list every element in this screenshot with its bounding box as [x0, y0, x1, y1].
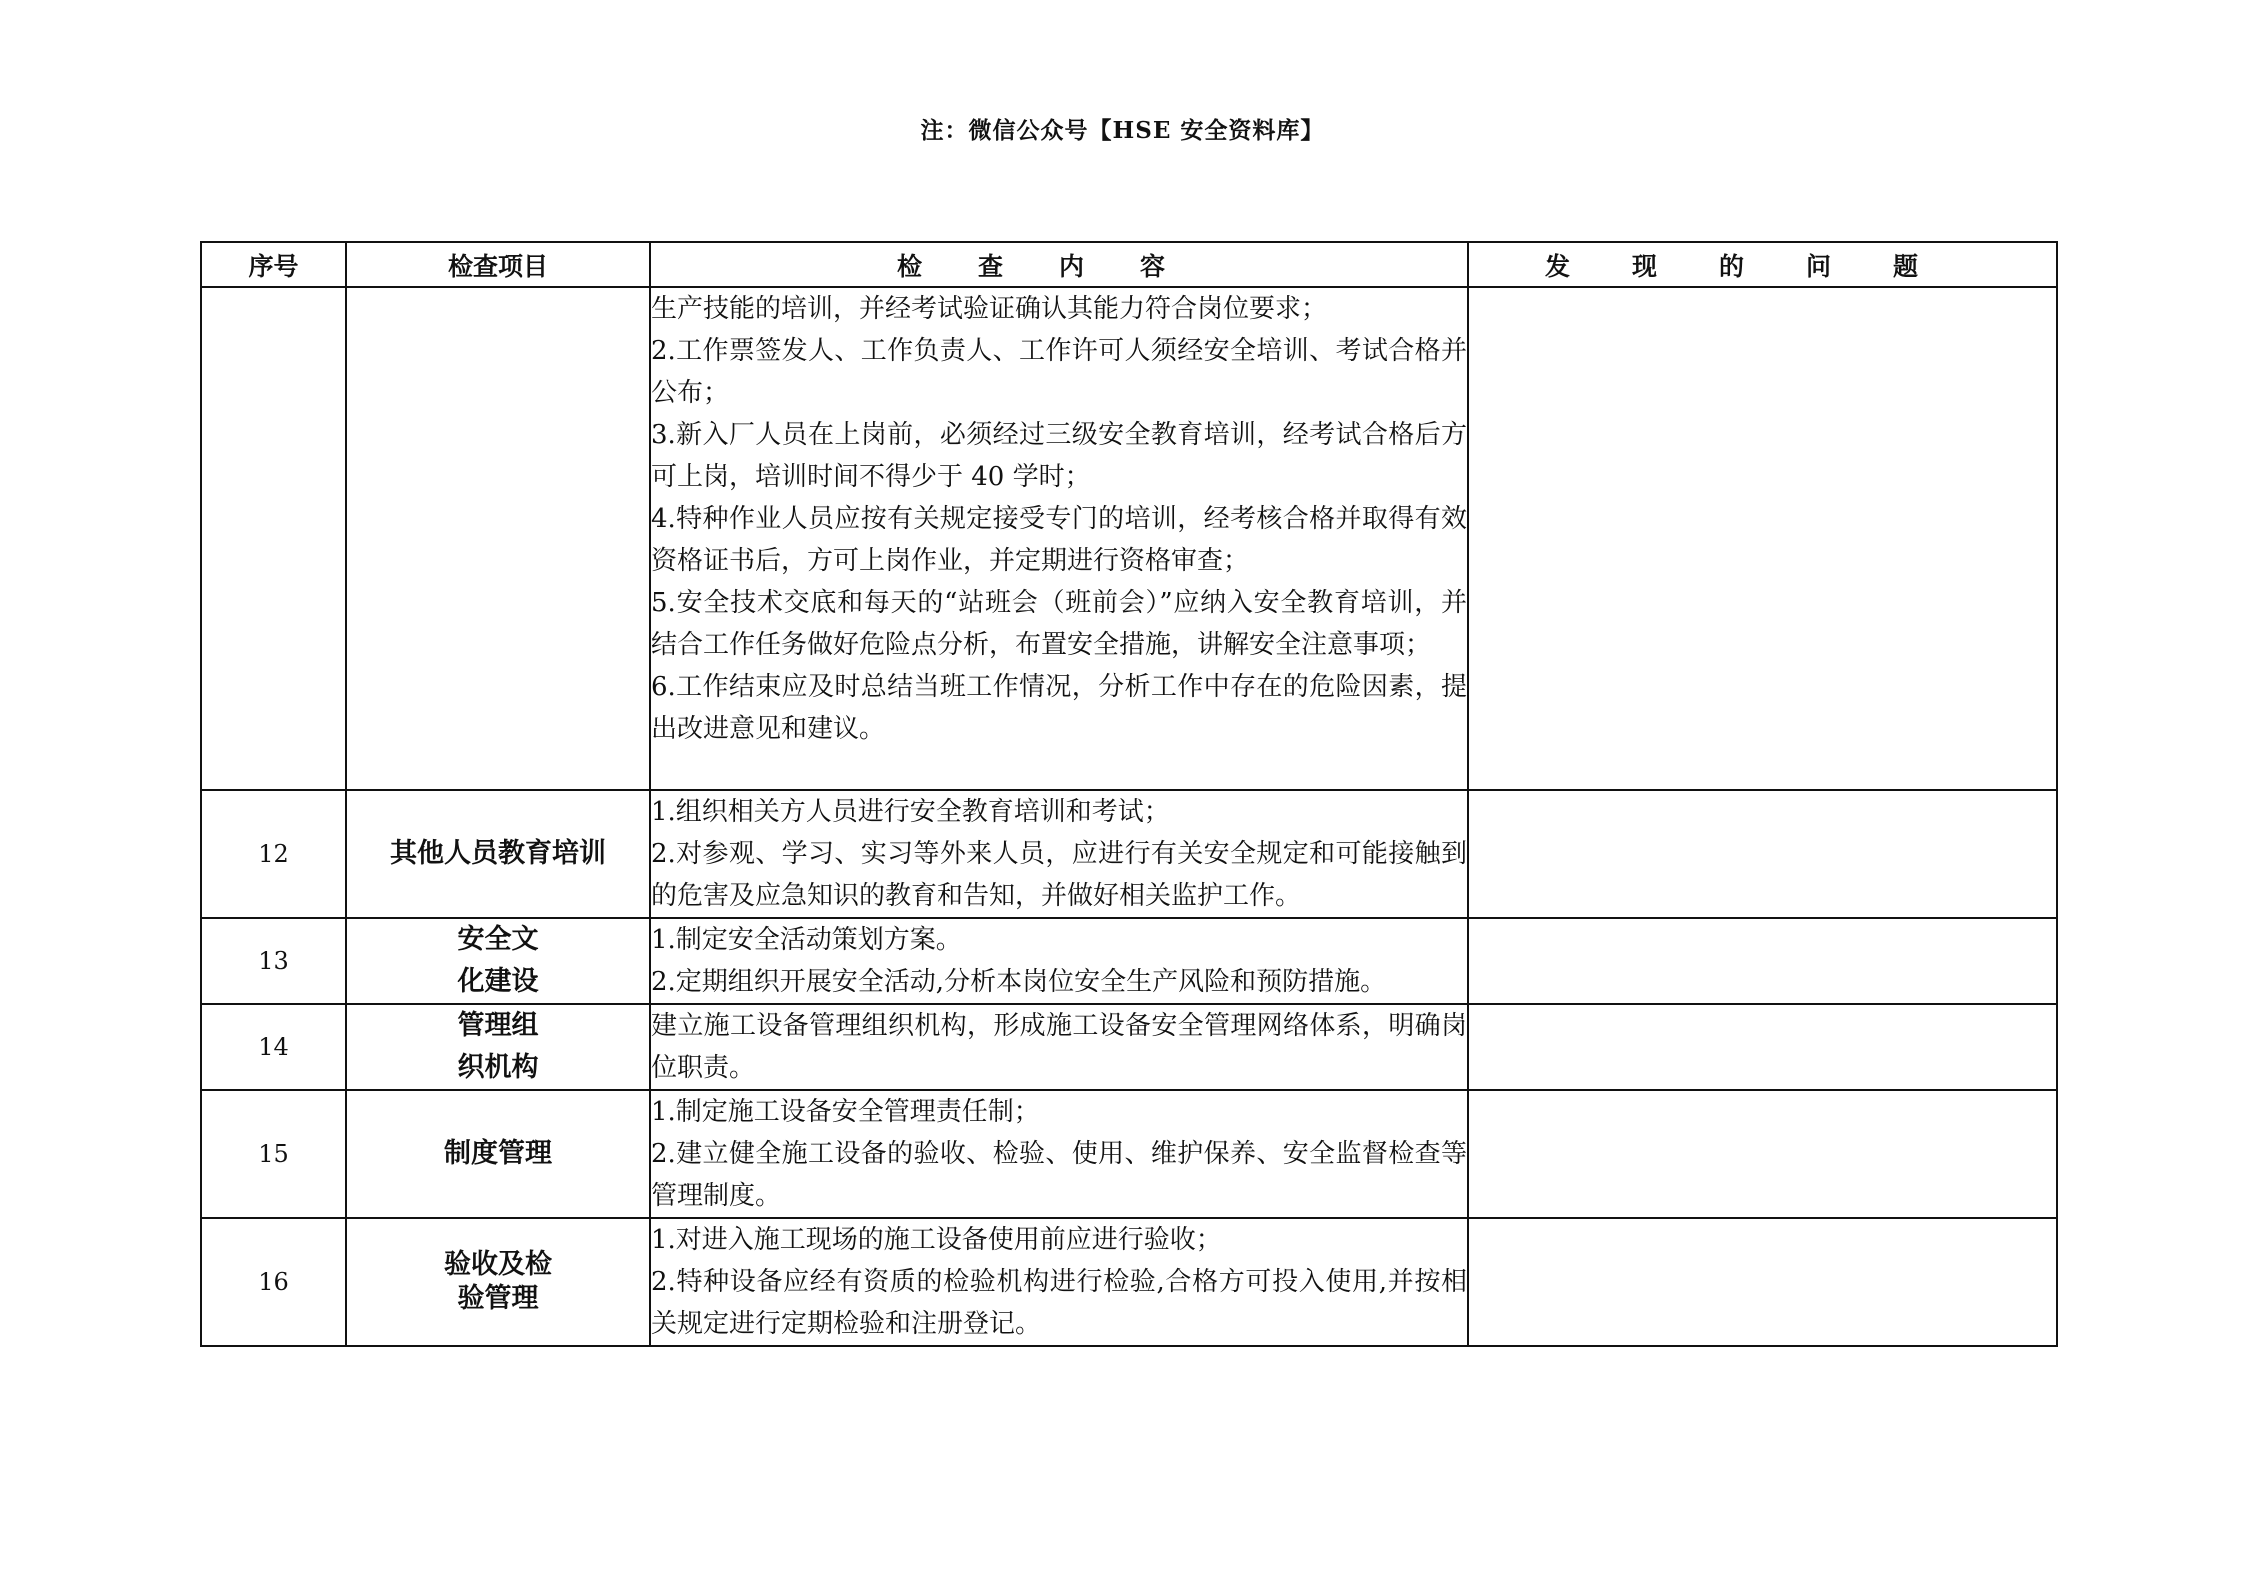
row-seq: 13	[201, 918, 346, 1004]
row-issue	[1468, 1218, 2057, 1346]
row-seq: 14	[201, 1004, 346, 1090]
header-issues: 发现的问题	[1468, 242, 2057, 287]
row-content	[650, 790, 1468, 918]
row-seq: 16	[201, 1218, 346, 1346]
table-row	[201, 287, 2057, 790]
row-seq: 12	[201, 790, 346, 918]
row-content	[650, 918, 1468, 1004]
row-issue	[1468, 1004, 2057, 1090]
row-item: 验收及检验管理	[346, 1218, 650, 1346]
row-seq: 15	[201, 1090, 346, 1218]
table-row	[201, 1090, 2057, 1218]
content-line: 建立施工设备管理组织机构，形成施工设备安全管理网络体系，明确岗位职责。	[651, 1011, 1467, 1083]
table-row	[201, 790, 2057, 918]
content-line: 1.组织相关方人员进行安全教育培训和考试；	[651, 797, 1170, 827]
row-item: 制度管理	[346, 1090, 650, 1218]
row-issue	[1468, 1090, 2057, 1218]
table-row	[201, 918, 2057, 1004]
row-issue	[1468, 790, 2057, 918]
content-line: 生产技能的培训，并经考试验证确认其能力符合岗位要求；	[651, 294, 1328, 324]
content-line: 5.安全技术交底和每天的“站班会（班前会）”应纳入安全教育培训，并结合工作任务做好危险点分析，布置安全措施，讲解安全注意事项；	[651, 588, 1467, 660]
content-line: 1.对进入施工现场的施工设备使用前应进行验收；	[651, 1225, 1222, 1255]
row-item: 管理组织机构	[346, 1004, 650, 1090]
table-header-row	[201, 242, 2057, 287]
inspection-table	[200, 241, 2058, 1347]
content-line: 2.特种设备应经有资质的检验机构进行检验,合格方可投入使用,并按相关规定进行定期检验和注册登记。	[651, 1267, 1467, 1339]
row-item	[346, 287, 650, 790]
content-line: 2.对参观、学习、实习等外来人员，应进行有关安全规定和可能接触到的危害及应急知识的教育和告知，并做好相关监护工作。	[651, 839, 1467, 911]
row-content	[650, 287, 1468, 790]
row-content	[650, 1218, 1468, 1346]
header-seq: 序号	[201, 242, 346, 287]
row-seq	[201, 287, 346, 790]
content-line: 2.定期组织开展安全活动,分析本岗位安全生产风险和预防措施。	[651, 967, 1387, 997]
row-item: 其他人员教育培训	[346, 790, 650, 918]
content-line: 3.新入厂人员在上岗前，必须经过三级安全教育培训，经考试合格后方可上岗，培训时间不得少于 40 学时；	[651, 420, 1467, 492]
content-line: 4.特种作业人员应按有关规定接受专门的培训，经考核合格并取得有效资格证书后，方可上岗作业，并定期进行资格审查；	[651, 504, 1467, 576]
content-line: 2.建立健全施工设备的验收、检验、使用、维护保养、安全监督检查等管理制度。	[651, 1139, 1467, 1211]
row-content	[650, 1090, 1468, 1218]
header-item: 检查项目	[346, 242, 650, 287]
page-note: 注：微信公众号【HSE 安全资料库】	[920, 117, 1325, 144]
content-line: 2.工作票签发人、工作负责人、工作许可人须经安全培训、考试合格并公布；	[651, 336, 1467, 408]
header-content: 检查内容	[650, 242, 1468, 287]
row-item: 安全文化建设	[346, 918, 650, 1004]
content-line: 1.制定安全活动策划方案。	[651, 925, 962, 955]
row-content	[650, 1004, 1468, 1090]
content-line: 6.工作结束应及时总结当班工作情况，分析工作中存在的危险因素，提出改进意见和建议。	[651, 672, 1467, 744]
table-row	[201, 1218, 2057, 1346]
content-line: 1.制定施工设备安全管理责任制；	[651, 1097, 1040, 1127]
table-row	[201, 1004, 2057, 1090]
row-issue	[1468, 918, 2057, 1004]
row-issue	[1468, 287, 2057, 790]
